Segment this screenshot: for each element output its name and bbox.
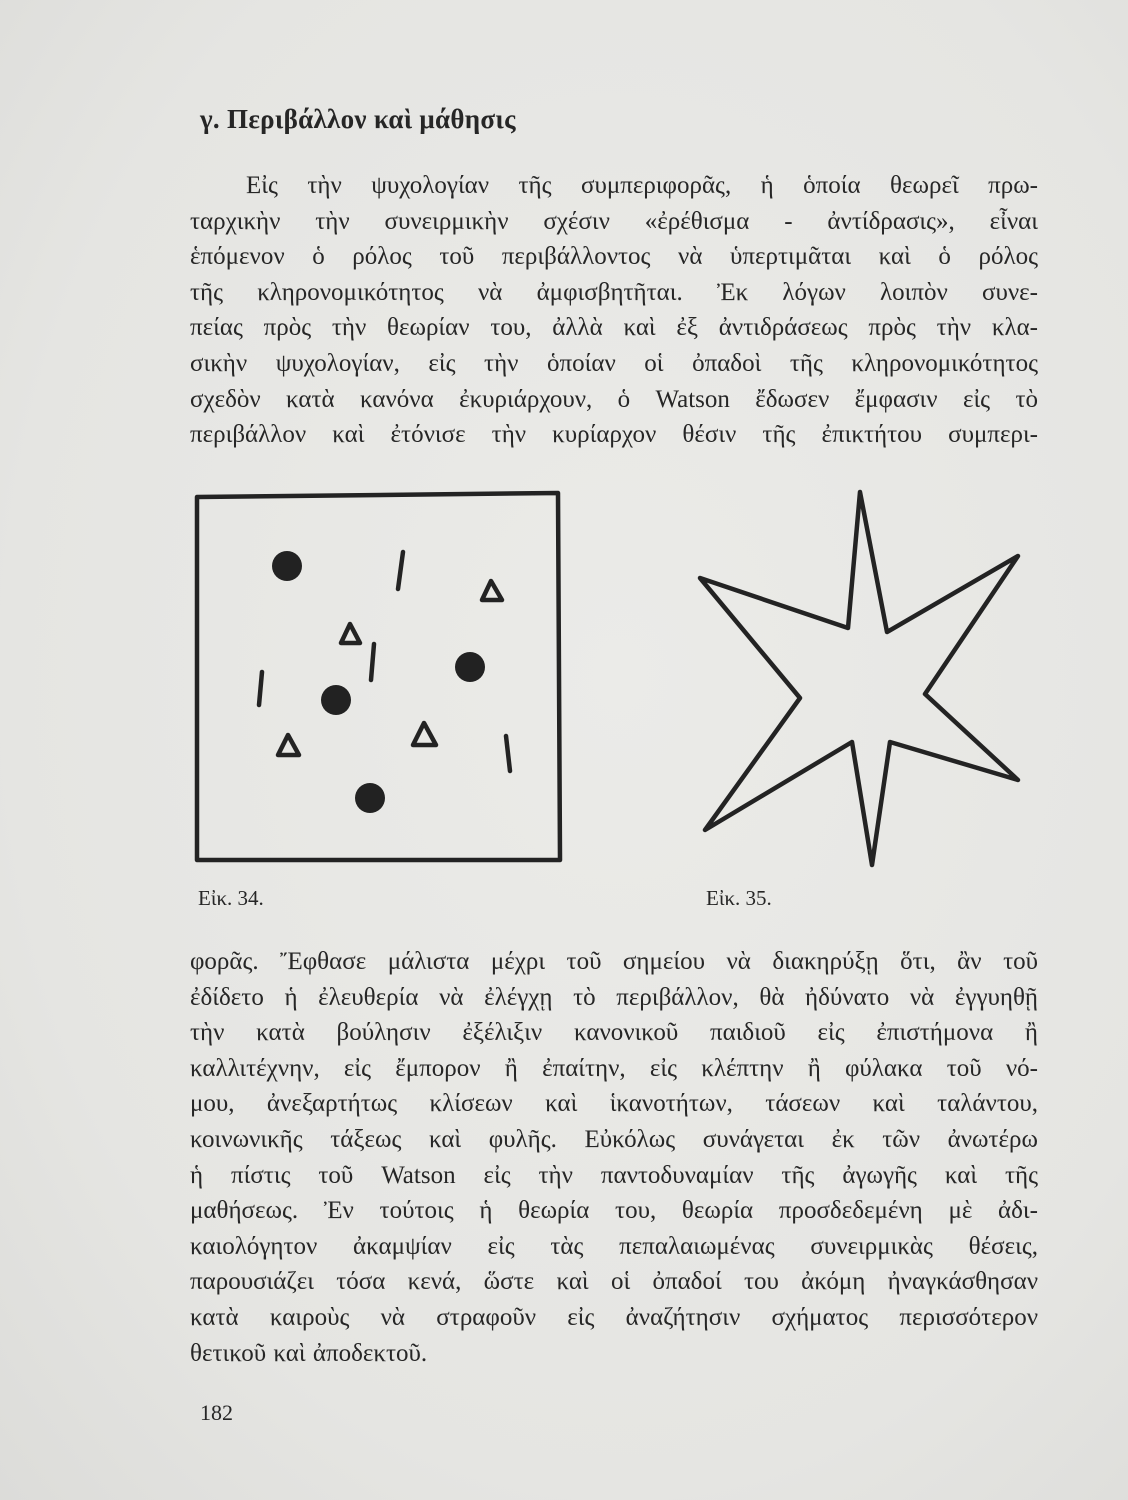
text-line: ἡ πίστις τοῦ Watson εἰς τὴν παντοδυναμίαν τῆς ἀγωγῆς καὶ τῆς [190, 1161, 1038, 1189]
text-line: σικὴν ψυχολογίαν, εἰς τὴν ὁποίαν οἱ ὀπαδοὶ τῆς κληρονομικότητος [190, 349, 1038, 377]
paragraph-1 [190, 168, 1038, 453]
text-line: παρουσιάζει τόσα κενά, ὥστε καὶ οἱ ὀπαδοί του ἀκόμη ἠναγκάσθησαν [190, 1268, 1038, 1296]
filled-circle [272, 551, 302, 581]
text-line: μαθήσεως. Ἐν τούτοις ἡ θεωρία του, θεωρία προσδεδεμένη μὲ ἀδι- [190, 1197, 1038, 1225]
text-line: κοινωνικῆς τάξεως καὶ φυλῆς. Εὐκόλως συνάγεται ἐκ τῶν ἀνωτέρω [190, 1125, 1038, 1153]
text-line: πείας πρὸς τὴν θεωρίαν του, ἀλλὰ καὶ ἐξ ἀντιδράσεως πρὸς τὴν κλα- [190, 314, 1038, 342]
text-line: φορᾶς. Ἔφθασε μάλιστα μέχρι τοῦ σημείου νὰ διακηρύξῃ ὅτι, ἂν τοῦ [190, 948, 1038, 975]
text-line: σχεδὸν κατὰ κανόνα ἐκυριάρχουν, ὁ Watson ἔδωσεν ἔμφασιν εἰς τὸ [190, 385, 1038, 413]
paragraph-2 [190, 944, 1038, 1371]
section-heading: γ. Περιβάλλον καὶ μάθησις [200, 104, 516, 134]
short-line [371, 644, 374, 680]
small-triangle [482, 581, 502, 600]
text-line: τὴν κατὰ βούλησιν ἐξέλιξιν κανονικοῦ παιδιοῦ εἰς ἐπιστήμονα ἢ [190, 1019, 1038, 1047]
small-triangle [278, 735, 299, 755]
text-line: θετικοῦ καὶ ἀποδεκτοῦ. [190, 1339, 428, 1367]
text-line: μου, ἀνεξαρτήτως κλίσεων καὶ ἱκανοτήτων, τάσεων καὶ ταλάντου, [190, 1090, 1038, 1118]
figure-34 [190, 485, 570, 870]
figure-35 [690, 480, 1030, 875]
star-outline [700, 492, 1018, 865]
page-number: 182 [200, 1400, 233, 1425]
filled-circle [455, 652, 485, 682]
short-line [398, 552, 403, 589]
text-line: περιβάλλον καὶ ἐτόνισε τὴν κυρίαρχον θέσιν τῆς ἐπικτήτου συμπερι- [190, 421, 1038, 449]
filled-circle [321, 685, 351, 715]
text-line: ἑπόμενον ὁ ρόλος τοῦ περιβάλλοντος νὰ ὑπερτιμᾶται καὶ ὁ ρόλος [190, 243, 1038, 271]
text-line: κατὰ καιροὺς νὰ στραφοῦν εἰς ἀναζήτησιν σχήματος περισσότερον [190, 1303, 1038, 1331]
small-triangle [341, 624, 360, 643]
filled-circle [355, 783, 385, 813]
text-line: τῆς κληρονομικότητος νὰ ἀμφισβητῆται. Ἐκ λόγων λοιπὸν συνε- [190, 278, 1038, 306]
text-line: Εἰς τὴν ψυχολογίαν τῆς συμπεριφορᾶς, ἡ ὁποία θεωρεῖ πρω- [246, 172, 1038, 199]
text-line: καιολόγητον ἀκαμψίαν εἰς τὰς πεπαλαιωμένας συνειρμικὰς θέσεις, [190, 1232, 1038, 1260]
short-line [259, 672, 262, 705]
short-line [506, 736, 510, 771]
figure-35-caption: Εἰκ. 35. [706, 886, 772, 910]
text-line: ταρχικὴν τὴν συνειρμικὴν σχέσιν «ἐρέθισμα - ἀντίδρασις», εἶναι [190, 207, 1038, 235]
small-triangle [413, 723, 436, 745]
figure-34-caption: Εἰκ. 34. [198, 886, 264, 910]
text-line: καλλιτέχνην, εἰς ἔμπορον ἢ ἐπαίτην, εἰς κλέπτην ἢ φύλακα τοῦ νό- [190, 1054, 1038, 1082]
text-line: ἐδίδετο ἡ ἐλευθερία νὰ ἐλέγχῃ τὸ περιβάλλον, θὰ ἠδύνατο νὰ ἐγγυηθῇ [190, 983, 1038, 1011]
